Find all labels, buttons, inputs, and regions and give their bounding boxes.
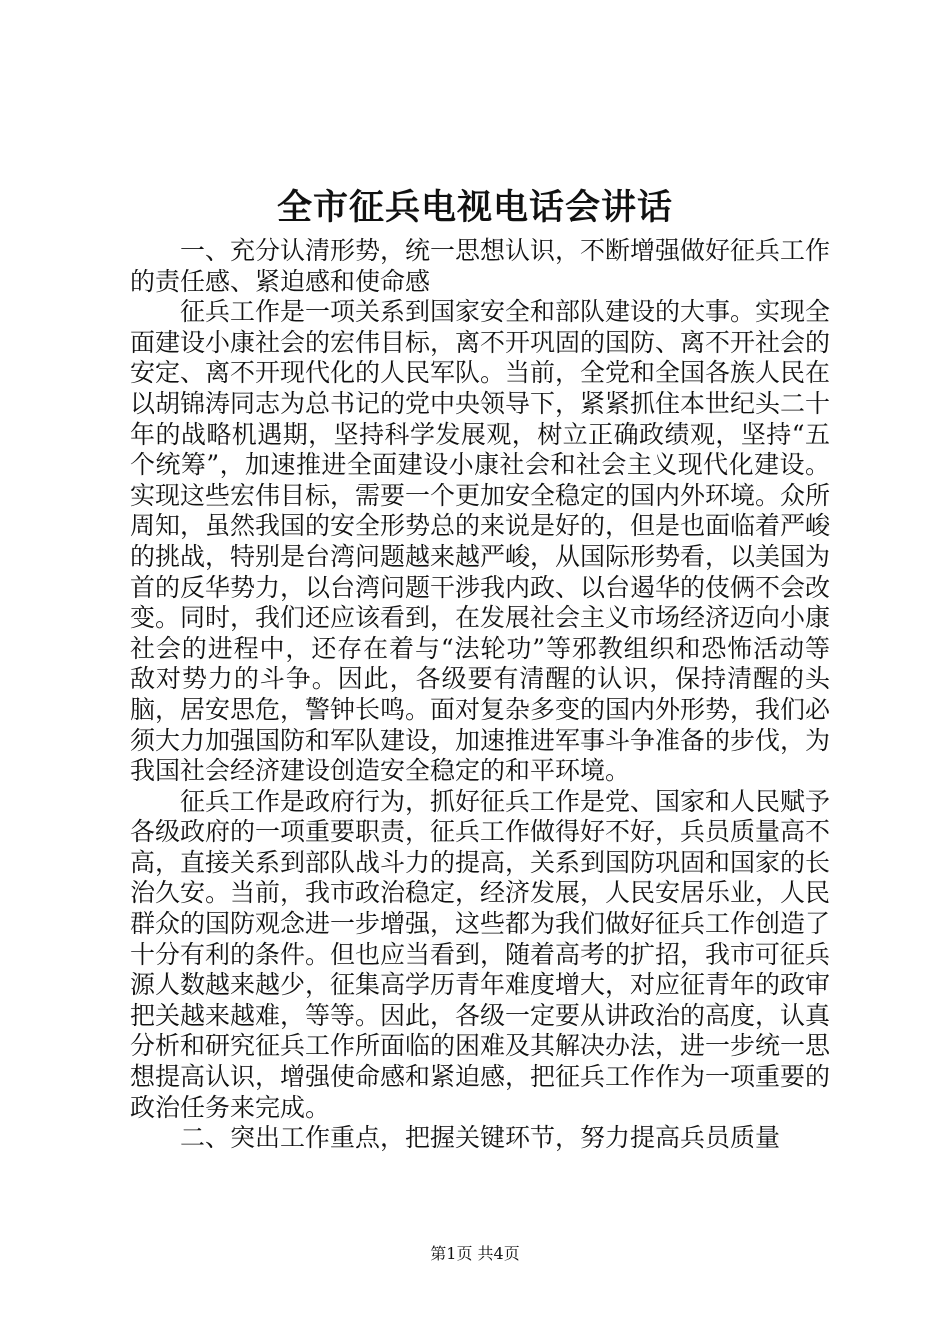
body-paragraph-1: 征兵工作是一项关系到国家安全和部队建设的大事。实现全面建设小康社会的宏伟目标，离不开巩固的国防、离不开社会的安定、离不开现代化的人民军队。当前，全党和全国各族人民在以胡锦涛同志为总书记的党中央领导下，紧紧抓住本世纪头二十年的战略机遇期，坚持科学发展观，树立正确政绩观，坚持“五个统筹”，加速推进全面建设小康社会和社会主义现代化建设。实现这些宏伟目标，需要一个更加安全稳定的国内外环境。众所周知，虽然我国的安全形势总的来说是好的，但是也面临着严峻的挑战，特别是台湾问题越来越严峻，从国际形势看，以美国为首的反华势力，以台湾问题干涉我内政、以台遏华的伎俩不会改变。同时，我们还应该看到，在发展社会主义市场经济迈向小康社会的进程中，还存在着与“法轮功”等邪教组织和恐怖活动等敌对势力的斗争。因此，各级要有清醒的认识，保持清醒的头脑，居安思危，警钟长鸣。面对复杂多变的国内外形势，我们必须大力加强国防和军队建设，加速推进军事斗争准备的步伐，为我国社会经济建设创造安全稳定的和平环境。 <box>130 297 831 786</box>
section-heading-1: 一、充分认清形势，统一思想认识，不断增强做好征兵工作的责任感、紧迫感和使命感 <box>130 236 831 296</box>
document-title: 全市征兵电视电话会讲话 <box>276 187 673 228</box>
body-paragraph-2: 征兵工作是政府行为，抓好征兵工作是党、国家和人民赋予各级政府的一项重要职责，征兵工作做得好不好，兵员质量高不高，直接关系到部队战斗力的提高，关系到国防巩固和国家的长治久安。当前，我市政治稳定，经济发展，人民安居乐业，人民群众的国防观念进一步增强，这些都为我们做好征兵工作创造了十分有利的条件。但也应当看到，随着高考的扩招，我市可征兵源人数越来越少，征集高学历青年难度增大，对应征青年的政审把关越来越难，等等。因此，各级一定要从讲政治的高度，认真分析和研究征兵工作所面临的困难及其解决办法，进一步统一思想提高认识，增强使命感和紧迫感，把征兵工作作为一项重要的政治任务来完成。 <box>130 786 831 1122</box>
page-number-footer: 第1页 共4页 <box>430 1244 520 1263</box>
document-body <box>130 236 830 1154</box>
section-heading-2: 二、突出工作重点，把握关键环节，努力提高兵员质量 <box>180 1123 781 1153</box>
